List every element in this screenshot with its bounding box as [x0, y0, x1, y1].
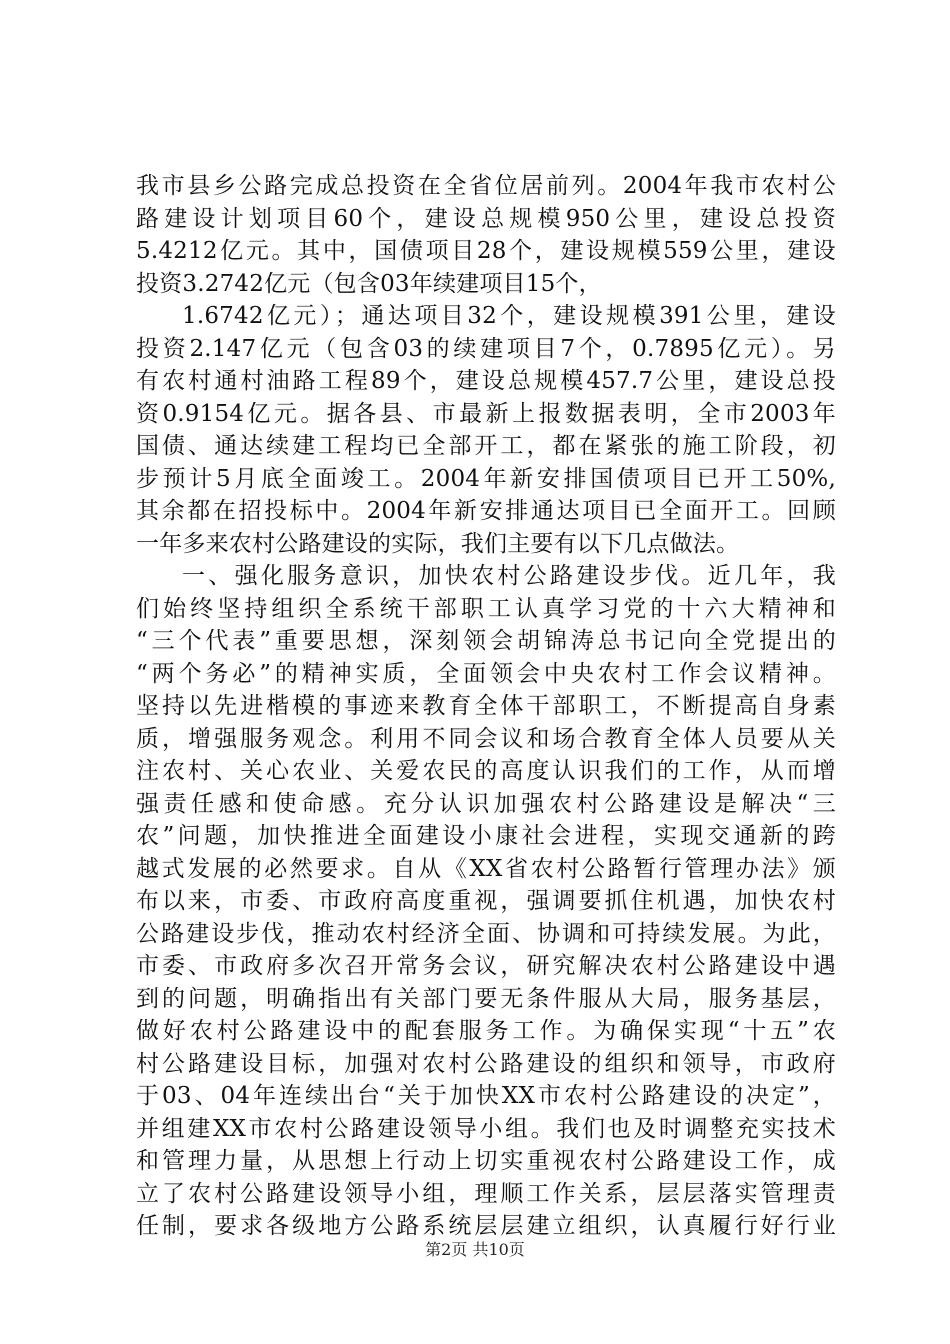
text-line: 市委、市政府多次召开常务会议，研究解决农村公路建设中遇 — [136, 953, 836, 979]
text-line: 村公路建设目标，加强对农村公路建设的组织和领导，市政府 — [136, 1050, 836, 1077]
text-line: 做好农村公路建设中的配套服务工作。为确保实现“十五”农 — [136, 1018, 836, 1044]
text-line: 布以来，市委、市政府高度重视，强调要抓住机遇，加快农村 — [136, 888, 836, 914]
text-line: 到的问题，明确指出有关部门要无条件服从大局，服务基层， — [136, 985, 836, 1012]
text-line: 步预计5月底全面竣工。2004年新安排国债项目已开工50%, — [136, 465, 836, 492]
text-line: 其余都在招投标中。2004年新安排通达项目已全面开工。回顾 — [136, 498, 836, 524]
text-line: 立了农村公路建设领导小组，理顺工作关系，层层落实管理责 — [136, 1180, 836, 1207]
text-line: 并组建XX市农村公路建设领导小组。我们也及时调整充实技术 — [136, 1115, 836, 1142]
text-line: “三个代表”重要思想，深刻领会胡锦涛总书记向全党提出的 — [136, 628, 836, 654]
text-line: 国债、通达续建工程均已全部开工，都在紧张的施工阶段，初 — [136, 433, 836, 459]
text-line: 公路建设步伐，推动农村经济全面、协调和可持续发展。为此， — [136, 920, 836, 947]
text-line: 和管理力量，从思想上行动上切实重视农村公路建设工作，成 — [136, 1148, 836, 1174]
page-number-footer: 第2页 共10页 — [425, 1240, 525, 1259]
text-line: 资0.9154亿元。据各县、市最新上报数据表明，全市2003年 — [136, 400, 836, 427]
text-line: 坚持以先进楷模的事迹来教育全体干部职工，不断提高自身素 — [136, 693, 836, 719]
text-line: 们始终坚持组织全系统干部职工认真学习党的十六大精神和 — [136, 595, 836, 622]
text-line: 路建设计划项目60个，建设总规模950公里，建设总投资 — [136, 205, 836, 232]
text-line: 强责任感和使命感。充分认识加强农村公路建设是解决“三 — [136, 790, 836, 817]
text-line: 投资2.147亿元（包含03的续建项目7个，0.7895亿元）。另 — [136, 335, 836, 362]
text-line: “两个务必”的精神实质，全面领会中央农村工作会议精神。 — [136, 660, 836, 687]
text-line: 质，增强服务观念。利用不同会议和场合教育全体人员要从关 — [136, 725, 836, 752]
text-line: 投资3.2742亿元（包含03年续建项目15个， — [136, 270, 602, 297]
text-line: 5.4212亿元。其中，国债项目28个，建设规模559公里，建设 — [136, 238, 836, 264]
text-line: 一、强化服务意识，加快农村公路建设步伐。近几年，我 — [182, 563, 836, 589]
text-line: 有农村通村油路工程89个，建设总规模457.7公里，建设总投 — [136, 368, 836, 394]
text-line: 于03、04年连续出台“关于加快XX市农村公路建设的决定”， — [136, 1083, 836, 1109]
text-line: 我市县乡公路完成总投资在全省位居前列。2004年我市农村公 — [136, 173, 836, 199]
text-line: 农”问题，加快推进全面建设小康社会进程，实现交通新的跨 — [136, 823, 836, 849]
text-line: 一年多来农村公路建设的实际，我们主要有以下几点做法。 — [136, 530, 740, 557]
text-line: 任制，要求各级地方公路系统层层建立组织，认真履行好行业 — [136, 1213, 836, 1239]
body-text — [136, 170, 836, 1243]
text-line: 越式发展的必然要求。自从《XX省农村公路暂行管理办法》颁 — [136, 855, 836, 882]
text-line: 注农村、关心农业、关爱农民的高度认识我们的工作，从而增 — [136, 758, 836, 784]
text-line: 1.6742亿元）；通达项目32个，建设规模391公里，建设 — [182, 303, 836, 329]
